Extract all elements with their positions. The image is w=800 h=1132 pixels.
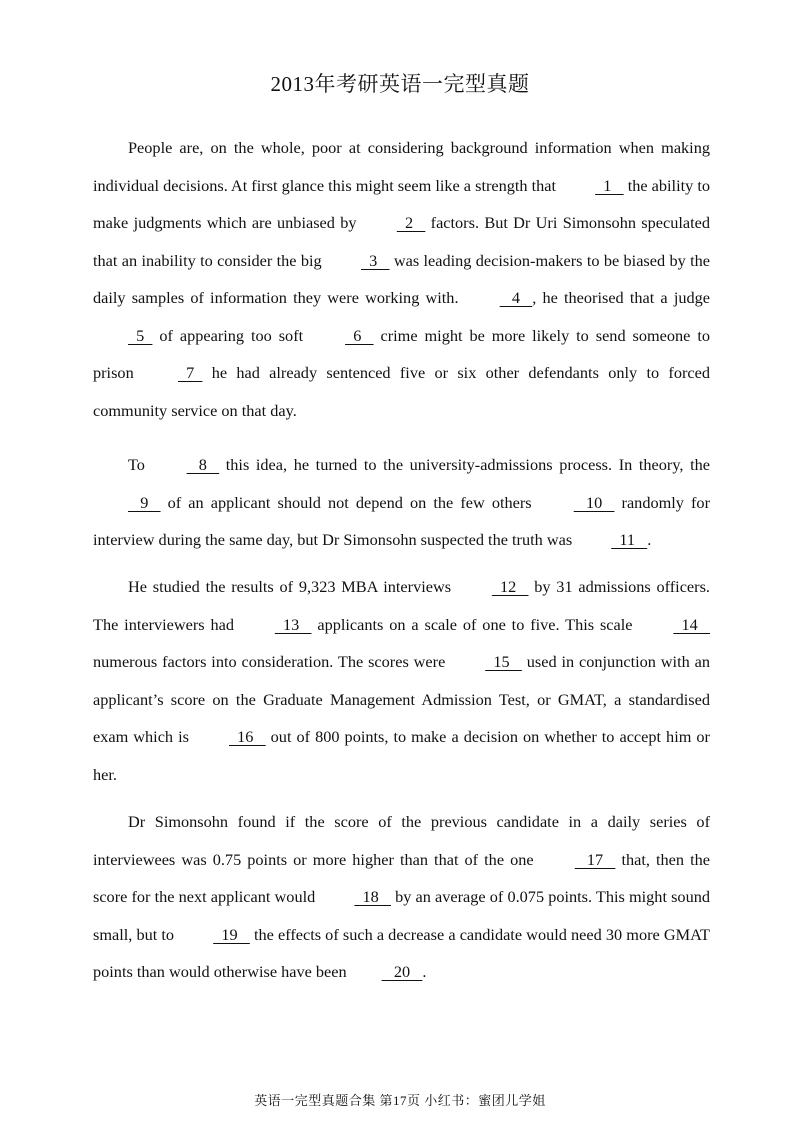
paragraph-text: by 31 admissions officers. The interviewers had (93, 577, 710, 634)
cloze-blank: 4 (499, 288, 533, 307)
paragraph-text: the ability to make judgments which are unbiased by (93, 175, 710, 232)
paragraph-text: applicants on a scale of one to five. This scale (311, 614, 639, 634)
cloze-blank: 16 (229, 727, 266, 746)
paragraph-text: out of 800 points, to make a decision on whether to accept him or her. (93, 727, 710, 784)
paragraph-text: factors. But Dr Uri Simonsohn speculated that an inability to consider the big (93, 213, 710, 270)
paragraph-text: this idea, he turned to the university-admissions process. In theory, the (219, 455, 710, 474)
cloze-blank: 6 (345, 325, 374, 345)
paragraph-text: the effects of such a decrease a candidate would need 30 more GMAT points than would otherwise have been (93, 924, 710, 981)
cloze-blank: 10 (573, 492, 615, 512)
cloze-blank: 19 (213, 924, 250, 944)
paragraph-text: People are, on the whole, poor at considering background information when making individual decisions. At first glance this might seem like a strength that (93, 138, 710, 195)
paragraph-text: numerous factors into consideration. The scores were (93, 652, 451, 671)
page-footer: 英语一完型真题合集 第17页 小红书：蜜团儿学姐 (254, 1093, 546, 1108)
paragraph-text: of an applicant should not depend on the few others (160, 492, 539, 512)
paragraph-2 (93, 446, 710, 559)
cloze-blank: 12 (491, 577, 529, 596)
paragraph-3 (93, 568, 710, 793)
paragraph-text: Dr Simonsohn found if the score of the previous candidate in a daily series of interviewees was 0.75 points or more higher than that of the one (93, 812, 710, 869)
cloze-blank: 15 (485, 652, 522, 671)
cloze-blank: 18 (354, 887, 392, 906)
cloze-blank: 20 (381, 962, 423, 981)
cloze-blank: 1 (595, 175, 624, 195)
paragraph-text: of appearing too soft (152, 325, 311, 345)
paragraph-text: was leading decision-makers to be biased by the daily samples of information they were working with. (93, 250, 711, 307)
paragraph-text: randomly for interview during the same day, but Dr Simonsohn suspected the truth was (93, 492, 710, 549)
paragraph-text: , he theorised that a judge (532, 288, 710, 307)
cloze-blank: 8 (186, 455, 220, 474)
paragraph-text: He studied the results of 9,323 MBA interviews (128, 577, 457, 596)
paragraph-4 (93, 803, 710, 991)
cloze-blank: 11 (611, 530, 648, 549)
paragraph-text: used in conjunction with an applicant’s score on the Graduate Management Admission Test, or GMAT, a standardised exam which is (93, 652, 710, 746)
paragraph-text: that, then the score for the next applicant would (93, 849, 710, 906)
cloze-blank: 7 (178, 363, 203, 382)
cloze-blank: 5 (128, 325, 153, 345)
cloze-blank: 17 (574, 849, 616, 869)
cloze-blank: 14 (673, 614, 710, 634)
paragraph-text: . (647, 530, 652, 549)
paragraph-text: by an average of 0.075 points. This might sound small, but to (93, 887, 710, 944)
cloze-blank: 13 (274, 614, 312, 634)
cloze-blank: 9 (128, 492, 161, 512)
paragraph-1 (93, 129, 710, 429)
paragraph-text: he had already sentenced five or six other defendants only to forced community service on that day. (93, 363, 710, 420)
page-title: 2013年考研英语一完型真题 (270, 72, 530, 96)
cloze-blank: 3 (361, 250, 390, 270)
paragraph-text: . (422, 962, 427, 981)
paragraph-text: crime might be more likely to send someone to prison (93, 325, 710, 382)
paragraph-text: To (128, 455, 152, 474)
cloze-blank: 2 (396, 213, 426, 232)
